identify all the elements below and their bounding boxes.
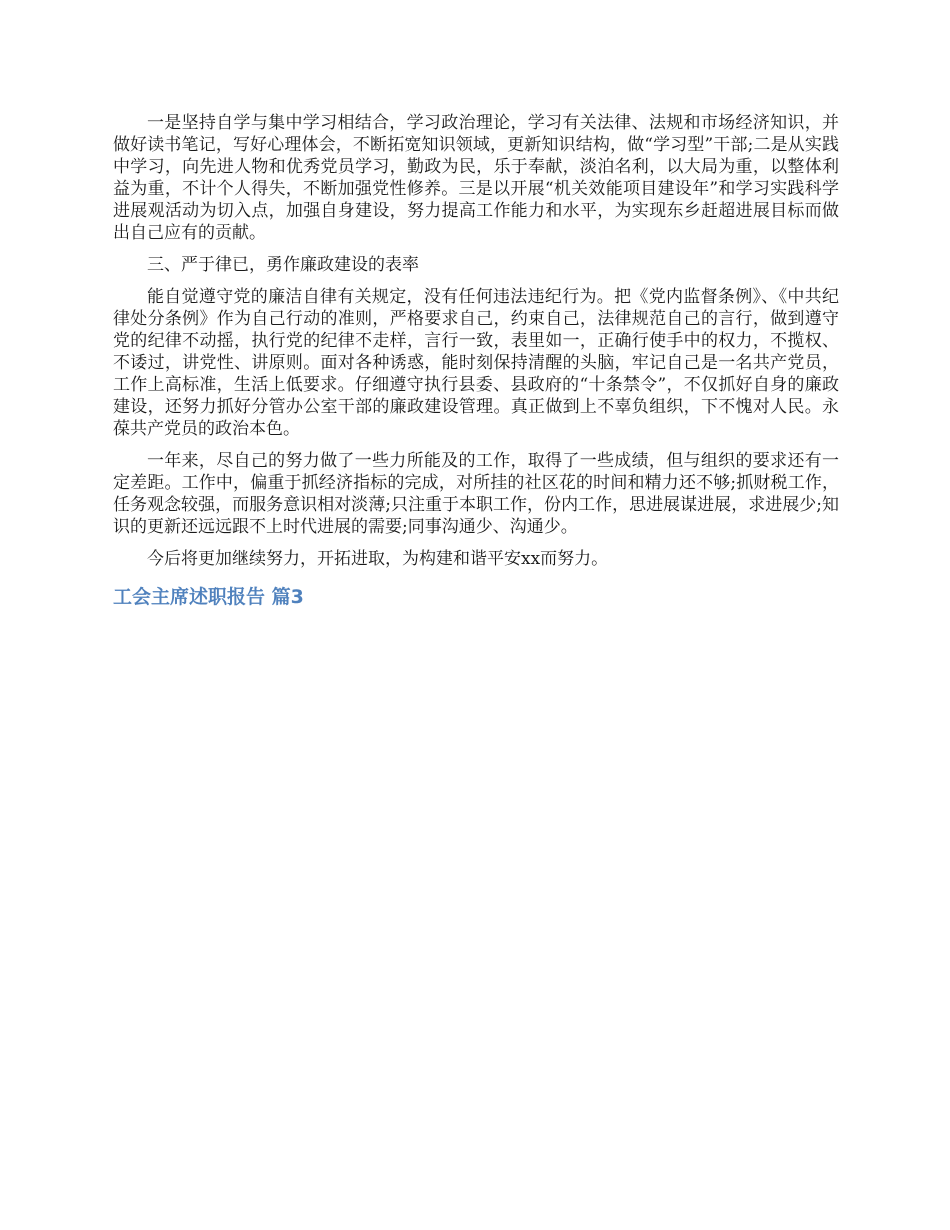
document-body bbox=[113, 112, 839, 610]
paragraph-study: 一是坚持自学与集中学习相结合，学习政治理论，学习有关法律、法规和市场经济知识，并做好读书笔记，写好心理体会，不断拓宽知识领域，更新知识结构，做“学习型”干部;二是从实践中学习，向先进人物和优秀党员学习，勤政为民，乐于奉献，淡泊名利，以大局为重，以整体利益为重，不计个人得失，不断加强党性修养。三是以开展“机关效能项目建设年”和学习实践科学进展观活动为切入点，加强自身建设，努力提高工作能力和水平，为实现东乡赶超进展目标而做出自己应有的贡献。 bbox=[113, 113, 839, 243]
paragraph-shortcomings: 一年来，尽自己的努力做了一些力所能及的工作，取得了一些成绩，但与组织的要求还有一定差距。工作中，偏重于抓经济指标的完成，对所挂的社区花的时间和精力还不够;抓财税工作，任务观念较强，而服务意识相对淡薄;只注重于本职工作，份内工作，思进展谋进展，求进展少;知识的更新还远远跟不上时代进展的需要;同事沟通少、沟通少。 bbox=[113, 451, 840, 537]
section-heading-discipline: 三、严于律已，勇作廉政建设的表率 bbox=[147, 255, 419, 275]
report-heading: 工会主席述职报告 篇3 bbox=[113, 586, 304, 608]
paragraph-integrity: 能自觉遵守党的廉洁自律有关规定，没有任何违法违纪行为。把《党内监督条例》、《中共纪律处分条例》作为自己行动的准则，严格要求自己，约束自己，法律规范自己的言行，做到遵守党的纪律不动摇，执行党的纪律不走样，言行一致，表里如一，正确行使手中的权力，不揽权、不诿过，讲党性、讲原则。面对各种诱惑，能时刻保持清醒的头脑，牢记自己是一名共产党员，工作上高标准，生活上低要求。仔细遵守执行县委、县政府的“十条禁令”，不仅抓好自身的廉政建设，还努力抓好分管办公室干部的廉政建设管理。真正做到上不辜负组织，下不愧对人民。永葆共产党员的政治本色。 bbox=[113, 287, 839, 439]
paragraph-future: 今后将更加继续努力，开拓进取，为构建和谐平安xx而努力。 bbox=[147, 549, 609, 569]
